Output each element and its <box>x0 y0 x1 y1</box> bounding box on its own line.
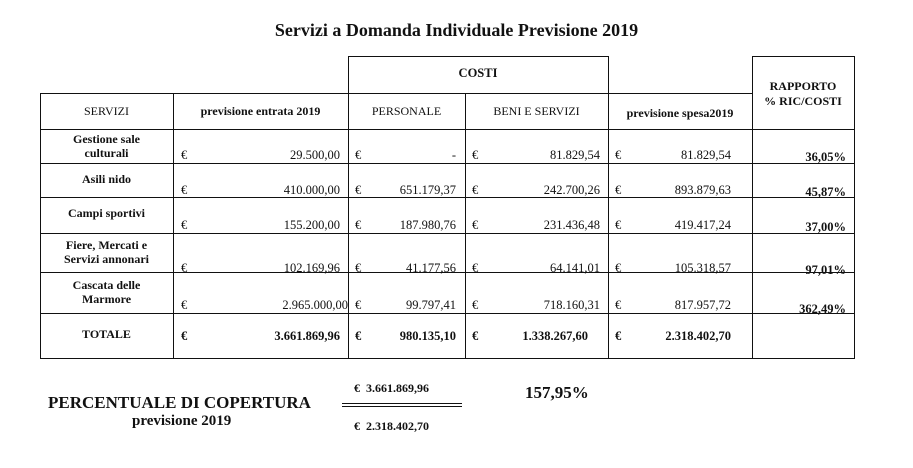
row-divider <box>40 163 855 164</box>
header-beni: BENI E SERVIZI <box>493 104 580 118</box>
euro-sign: € <box>472 329 479 343</box>
costi-header: COSTI <box>458 66 498 80</box>
header-personale: PERSONALE <box>371 104 442 118</box>
copertura-denominator: € 2.318.402,70 <box>354 419 429 433</box>
euro-sign: € <box>355 183 362 197</box>
col-border <box>348 56 349 358</box>
col-border <box>608 56 609 358</box>
copertura-result: 157,95% <box>525 383 589 402</box>
costi-top-border <box>348 56 608 57</box>
copertura-numerator: € 3.661.869,96 <box>354 381 429 395</box>
row-divider <box>40 313 855 314</box>
personale-value: - <box>451 148 456 162</box>
personale-value: 651.179,37 <box>399 183 456 197</box>
personale-value: 41.177,56 <box>406 261 456 275</box>
euro-sign: € <box>615 183 622 197</box>
fraction-bar <box>342 403 462 404</box>
header-rapporto-2: % RIC/COSTI <box>764 94 842 108</box>
rapporto-value: 45,87% <box>805 185 846 199</box>
servizio-label: Fiere, Mercati e Servizi annonari <box>63 238 149 266</box>
spesa-value: 893.879,63 <box>674 183 731 197</box>
spesa-value: 419.417,24 <box>674 218 731 232</box>
euro-sign: € <box>181 298 188 312</box>
personale-value: 99.797,41 <box>406 298 456 312</box>
euro-sign: € <box>181 218 188 232</box>
page-title: Servizi a Domanda Individuale Previsione 2019 <box>274 20 639 40</box>
fraction-bar <box>342 406 462 407</box>
beni-value: 81.829,54 <box>550 148 600 162</box>
header-bottom-border <box>40 129 855 130</box>
euro-sign: € <box>355 329 362 343</box>
spesa-value: 817.957,72 <box>674 298 731 312</box>
table-bottom-border <box>40 358 855 359</box>
spesa-value: 105.318,57 <box>674 261 731 275</box>
rapporto-value: 97,01% <box>805 263 846 277</box>
header-servizi: SERVIZI <box>83 104 130 118</box>
euro-sign: € <box>472 218 479 232</box>
euro-sign: € <box>355 148 362 162</box>
beni-value: 64.141,01 <box>550 261 600 275</box>
personale-value: 187.980,76 <box>399 218 456 232</box>
euro-sign: € <box>615 148 622 162</box>
totale-entrata: 3.661.869,96 <box>274 329 340 343</box>
header-spesa: previsione spesa2019 <box>626 106 734 120</box>
totale-beni: 1.338.267,60 <box>522 329 588 343</box>
entrata-value: 29.500,00 <box>290 148 340 162</box>
euro-sign: € <box>181 261 188 275</box>
entrata-value: 2.965.000,00 <box>282 298 348 312</box>
header-rapporto-1: RAPPORTO <box>769 79 837 93</box>
servizio-label: Cascata delle Marmore <box>72 278 141 306</box>
euro-sign: € <box>181 148 188 162</box>
entrata-value: 155.200,00 <box>283 218 340 232</box>
euro-sign: € <box>355 218 362 232</box>
rapporto-value: 37,00% <box>805 220 846 234</box>
entrata-value: 410.000,00 <box>283 183 340 197</box>
euro-sign: € <box>355 261 362 275</box>
euro-sign: € <box>615 218 622 232</box>
euro-sign: € <box>181 329 188 343</box>
table-top-border <box>40 93 753 94</box>
euro-sign: € <box>615 298 622 312</box>
copertura-label: PERCENTUALE DI COPERTURA <box>48 393 311 412</box>
beni-value: 242.700,26 <box>543 183 600 197</box>
euro-sign: € <box>615 329 622 343</box>
servizio-label: Gestione sale culturali <box>73 132 140 160</box>
entrata-value: 102.169,96 <box>283 261 340 275</box>
euro-sign: € <box>181 183 188 197</box>
rapporto-value: 362,49% <box>799 302 846 316</box>
euro-sign: € <box>355 298 362 312</box>
col-border <box>465 93 466 358</box>
beni-value: 718.160,31 <box>543 298 600 312</box>
row-divider <box>40 233 855 234</box>
euro-sign: € <box>472 183 479 197</box>
rapporto-value: 36,05% <box>805 150 846 164</box>
totale-spesa: 2.318.402,70 <box>665 329 731 343</box>
header-entrata: previsione entrata 2019 <box>200 104 321 118</box>
col-border <box>854 56 855 358</box>
euro-sign: € <box>472 148 479 162</box>
euro-sign: € <box>472 261 479 275</box>
totale-label: TOTALE <box>82 327 131 341</box>
euro-sign: € <box>472 298 479 312</box>
servizio-label: Asili nido <box>81 172 132 186</box>
euro-sign: € <box>615 261 622 275</box>
col-border <box>173 93 174 358</box>
beni-value: 231.436,48 <box>543 218 600 232</box>
copertura-sublabel: previsione 2019 <box>132 413 232 429</box>
servizio-label: Campi sportivi <box>67 206 145 220</box>
totale-personale: 980.135,10 <box>399 329 456 343</box>
rapporto-top-border <box>752 56 855 57</box>
spesa-value: 81.829,54 <box>681 148 731 162</box>
